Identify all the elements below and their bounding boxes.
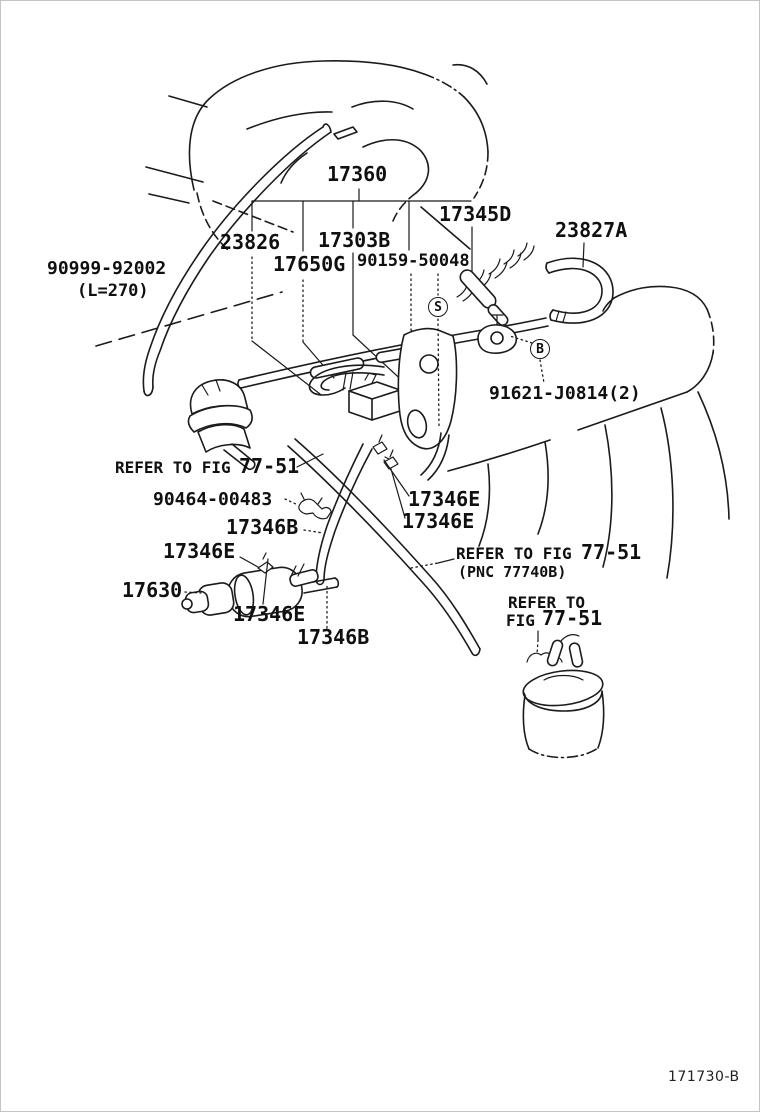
engine-cover-outline <box>146 61 488 254</box>
callout-hose-length: (L=270) <box>77 281 149 301</box>
refer-fig-left-text: REFER TO FIG <box>115 458 231 477</box>
refer-fig-bottom-line1: REFER TO <box>508 593 586 612</box>
callout-90999-92002: 90999-92002 <box>47 258 167 279</box>
refer-fig-left-number: 77-51 <box>239 454 300 478</box>
pipe-17345d <box>457 267 509 327</box>
callout-91621-j0814: 91621-J0814(2) <box>489 383 641 404</box>
refer-fig-right-text: REFER TO FIG <box>456 544 572 563</box>
marker-b-circle: B <box>530 339 550 359</box>
refer-fig-bottom-number: 77-51 <box>542 606 603 630</box>
refer-fig-right-number: 77-51 <box>581 540 642 564</box>
marker-s-circle: S <box>428 297 448 317</box>
callout-17346b-bottom: 17346B <box>297 625 370 649</box>
callout-17360: 17360 <box>327 162 388 186</box>
callout-17346b-top: 17346B <box>226 515 299 539</box>
callout-90159-50048: 90159-50048 <box>357 251 470 271</box>
callout-17346e-right1: 17346E <box>408 487 481 511</box>
callout-17303b: 17303B <box>318 228 391 252</box>
callout-17346e-bottom: 17346E <box>233 602 306 626</box>
reference-leaders <box>411 559 454 568</box>
fuel-filter <box>521 631 605 758</box>
callout-17650g: 17650G <box>273 252 346 276</box>
callout-90464-00483: 90464-00483 <box>153 489 273 510</box>
callout-23826: 23826 <box>220 230 281 254</box>
callout-17346e-right2: 17346E <box>402 509 475 533</box>
refer-fig-bottom-text: FIG <box>506 611 535 630</box>
refer-fig-right-pnc: (PNC 77740B) <box>458 563 567 581</box>
callout-23827a: 23827A <box>555 218 628 242</box>
callout-17346e-left: 17346E <box>163 539 236 563</box>
hose-23827a <box>546 258 613 323</box>
callout-17630: 17630 <box>122 578 183 602</box>
diagram-code: 171730-B <box>668 1069 740 1085</box>
callout-17345d: 17345D <box>439 202 512 226</box>
